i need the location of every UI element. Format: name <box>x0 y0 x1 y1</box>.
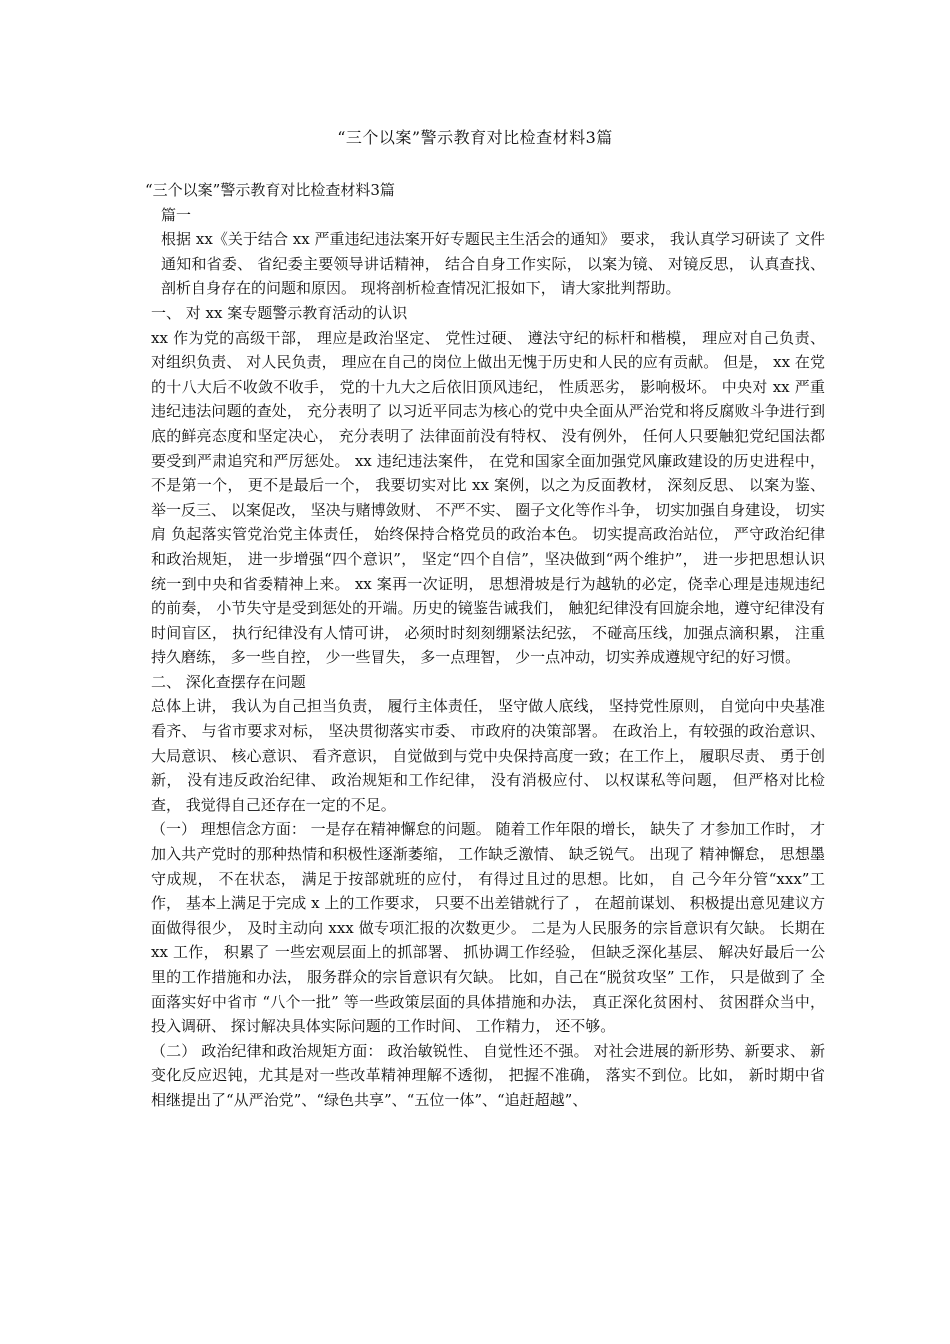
document-body <box>145 178 830 1113</box>
part-label: 篇一 <box>161 205 192 224</box>
section-heading-1: 一、 对 xx 案专题警示教育活动的认识 <box>151 303 408 322</box>
document-title: “三个以案”警示教育对比检查材料3篇 <box>337 128 613 147</box>
paragraph-intro: 根据 xx《关于结合 xx 严重违纪违法案开好专题民主生活会的通知》 要求， 我认真学习研读了 文件通知和省委、 省纪委主要领导讲话精神， 结合自身工作实际， 以案为镜、 对镜反思， 认真查找、 剖析自身存在的问题和原因。 现将剖析检查情况汇报如下， 请大家批判帮助。 <box>161 230 830 298</box>
paragraph-section-2-overview: 总体上讲， 我认为自己担当负责， 履行主体责任， 坚守做人底线， 坚持党性原则， 自觉向中央基准看齐、 与省市要求对标， 坚决贯彻落实市委、 市政府的决策部署。 在政治上，有较强的政治意识、 大局意识、 核心意识、 看齐意识， 自觉做到与党中央保持高度一致；在工作上， 履职尽责、 勇于创新， 没有违反政治纪律、 政治规矩和工作纪律， 没有消极应付、 以权谋私等问题， 但严格对比检查， 我觉得自己还存在一定的不足。 <box>151 697 830 814</box>
document-subtitle: “三个以案”警示教育对比检查材料3篇 <box>145 181 395 199</box>
paragraph-ideals-beliefs: （一） 理想信念方面： 一是存在精神懈怠的问题。 随着工作年限的增长， 缺失了 才参加工作时， 才加入共产党时的那种热情和积极性逐渐萎缩， 工作缺乏激情、 缺乏锐气。 出现了 精神懈怠， 思想墨守成规， 不在状态， 满足于按部就班的应付， 有得过且过的思想。比如， 自 己今年分管“xxx”工作， 基本上满足于完成 x 上的工作要求， 只要不出差错就行了 ， 在超前谋划、 积极提出意见建议方面做得很少， 及时主动向 xxx 做专项汇报的次数更少。 二是为人民服务的宗旨意识有欠缺。 长期在 xx 工作， 积累了 一些宏观层面上的抓部署、 抓协调工作经验， 但缺乏深化基层、 解决好最后一公里的工作措施和办法， 服务群众的宗旨意识有欠缺。 比如，自己在“脱贫攻坚” 工作， 只是做到了 全面落实好中省市 “八个一批” 等一些政策层面的具体措施和办法， 真正深化贫困村、 贫困群众当中， 投入调研、 探讨解决具体实际问题的工作时间、 工作精力， 还不够。 <box>151 820 830 1036</box>
paragraph-section-1: xx 作为党的高级干部， 理应是政治坚定、 党性过硬、 遵法守纪的标杆和楷模， 理应对自己负责、 对组织负责、 对人民负责， 理应在自己的岗位上做出无愧于历史和人民的应有贡献。 但是， xx 在党的十八大后不收敛不收手， 党的十九大之后依旧顶风违纪， 性质恶劣， 影响极坏。 中央对 xx 严重违纪违法问题的查处， 充分表明了 以习近平同志为核心的党中央全面从严治党和将反腐败斗争进行到底的鲜亮态度和坚定决心， 充分表明了 法律面前没有特权、 没有例外， 任何人只要触犯党纪国法都要受到严肃追究和严厉惩处。 xx 违纪违法案件， 在党和国家全面加强党风廉政建设的历史进程中， 不是第一个， 更不是最后一个， 我要切实对比 xx 案例，以之为反面教材， 深刻反思、 以案为鉴、 举一反三、 以案促改， 坚决与赌博敛财、 不严不实、 圈子文化等作斗争， 切实加强自身建设， 切实肩 负起落实管党治党主体责任， 始终保持合格党员的政治本色。 切实提高政治站位， 严守政治纪律和政治规矩， 进一步增强“四个意识”， 坚定“四个自信”，坚决做到“两个维护”， 进一步把思想认识统一到中央和省委精神上来。 xx 案再一次证明， 思想滑坡是行为越轨的必定，侥幸心理是违规违纪的前奏， 小节失守是受到惩处的开端。历史的镜鉴告诫我们， 触犯纪律没有回旋余地，遵守纪律没有时间盲区， 执行纪律没有人情可讲， 必须时时刻刻绷紧法纪弦， 不碰高压线，加强点滴积累， 注重持久磨练， 多一些自控， 少一些冒失， 多一点理智， 少一点冲动，切实养成遵规守纪的好习惯。 <box>151 328 830 667</box>
paragraph-political-discipline: （二） 政治纪律和政治规矩方面： 政治敏锐性、 自觉性还不强。 对社会进展的新形势、新要求、 新变化反应迟钝，尤其是对一些改革精神理解不透彻， 把握不准确， 落实不到位。比如， 新时期中省相继提出了“从严治党”、“绿色共享”、“五位一体”、“追赶超越”、 <box>151 1041 825 1109</box>
section-heading-2: 二、 深化查摆存在问题 <box>151 672 306 691</box>
